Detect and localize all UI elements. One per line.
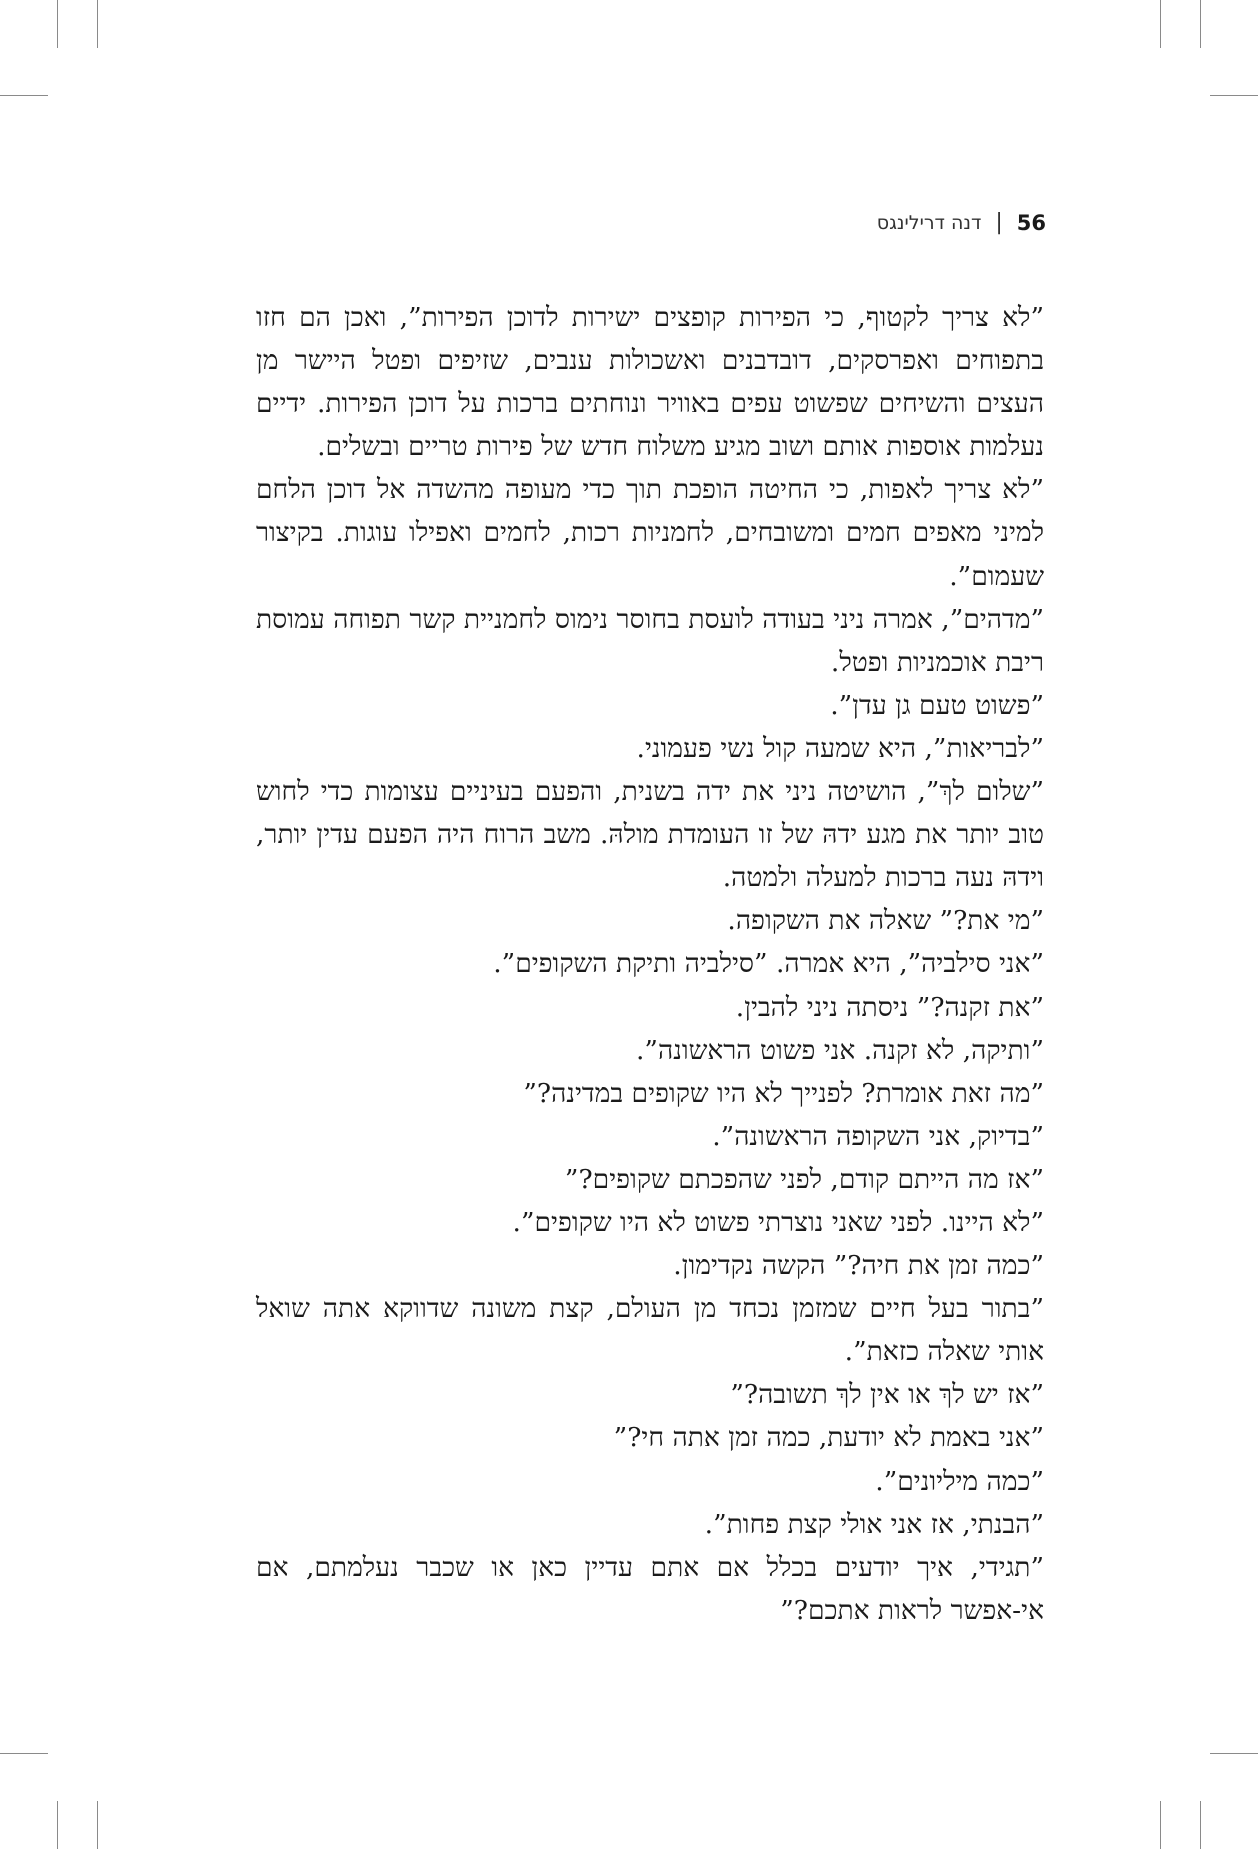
paragraph: ”מה זאת אומרת? לפנייך לא היו שקופים במדינה?”	[523, 1077, 1044, 1109]
crop-mark	[1210, 95, 1258, 96]
crop-mark	[97, 0, 98, 48]
paragraph: ”ותיקה, לא זקנה. אני פשוט הראשונה”.	[636, 1034, 1044, 1066]
paragraph: ”פשוט טעם גן עדן”.	[830, 689, 1044, 721]
paragraph: ”שלום לךְ”, הושיטה ניני את ידה בשנית, והפעם בעיניים עצומות כדי לחוש טוב יותר את מגע ידהּ של זו העומדת מולהּ. משב הרוח היה הפעם עדין יותר, וידהּ נעה ברכות למעלה ולמטה.	[256, 776, 1044, 894]
page-number: 56	[1016, 210, 1046, 235]
paragraph: ”אני סילביה”, היא אמרה. ”סילביה ותיקת השקופים”.	[493, 948, 1044, 980]
paragraph: ”מי את?” שאלה את השקופה.	[727, 905, 1044, 937]
crop-mark	[1200, 1801, 1201, 1849]
crop-mark	[0, 1753, 48, 1754]
crop-mark	[1160, 1801, 1161, 1849]
crop-mark	[57, 1801, 58, 1849]
crop-mark	[0, 95, 48, 96]
crop-mark	[97, 1801, 98, 1849]
body-text	[256, 296, 1044, 1632]
paragraph: ”תגידי, איך יודעים בכלל אם אתם עדיין כאן או שכבר נעלמתם, אם אי-אפשר לראות אתכם?”	[256, 1551, 1044, 1626]
paragraph: ”הבנתי, אז אני אולי קצת פחות”.	[704, 1508, 1044, 1540]
crop-mark	[57, 0, 58, 48]
running-title: דנה דרילינגס	[876, 211, 982, 234]
paragraph: ”אז מה הייתם קודם, לפני שהפכתם שקופים?”	[564, 1163, 1044, 1195]
paragraph: ”מדהים”, אמרה ניני בעודה לועסת בחוסר נימוס לחמניית קשר תפוחה עמוסת ריבת אוכמניות ופטל.	[256, 603, 1044, 678]
paragraph: ”אני באמת לא יודעת, כמה זמן אתה חי?”	[613, 1422, 1044, 1454]
crop-mark	[1210, 1753, 1258, 1754]
paragraph: ”כמה מיליונים”.	[875, 1465, 1044, 1497]
paragraph: ”את זקנה?” ניסתה ניני להבין.	[735, 991, 1044, 1023]
paragraph: ”בדיוק, אני השקופה הראשונה”.	[712, 1120, 1044, 1152]
paragraph: ”כמה זמן את חיה?” הקשה נקדימון.	[673, 1250, 1044, 1282]
crop-mark	[1160, 0, 1161, 48]
paragraph: ”בתור בעל חיים שמזמן נכחד מן העולם, קצת משונה שדווקא אתה שואל אותי שאלה כזאת”.	[256, 1293, 1044, 1368]
paragraph: ”אז יש לךְ או אין לךְ תשובה?”	[730, 1379, 1044, 1411]
paragraph: ”לא צריך לקטוף, כי הפירות קופצים ישירות לדוכן הפירות”, ואכן הם חזו בתפוחים ואפרסקים, דובדבנים ואשכולות ענבים, שזיפים ופטל היישר מן העצים והשיחים שפשוט עפים באוויר ונוחתים ברכות על דוכן הפירות. ידיים נעלמות אוספות אותם ושוב מגיע משלוח חדש של פירות טריים ובשלים.	[256, 302, 1044, 463]
paragraph: ”לבריאות”, היא שמעה קול נשי פעמוני.	[636, 732, 1044, 764]
paragraph: ”לא היינו. לפני שאני נוצרתי פשוט לא היו שקופים”.	[512, 1206, 1044, 1238]
paragraph: ”לא צריך לאפות, כי החיטה הופכת תוך כדי מעופה מהשדה אל דוכן הלחם למיני מאפים חמים ומשובחים, לחמניות רכות, לחמים ואפילו עוגות. בקיצור שעמום”.	[256, 474, 1044, 592]
header-separator: |	[995, 210, 1003, 235]
page-header	[877, 210, 1046, 235]
crop-mark	[1200, 0, 1201, 48]
